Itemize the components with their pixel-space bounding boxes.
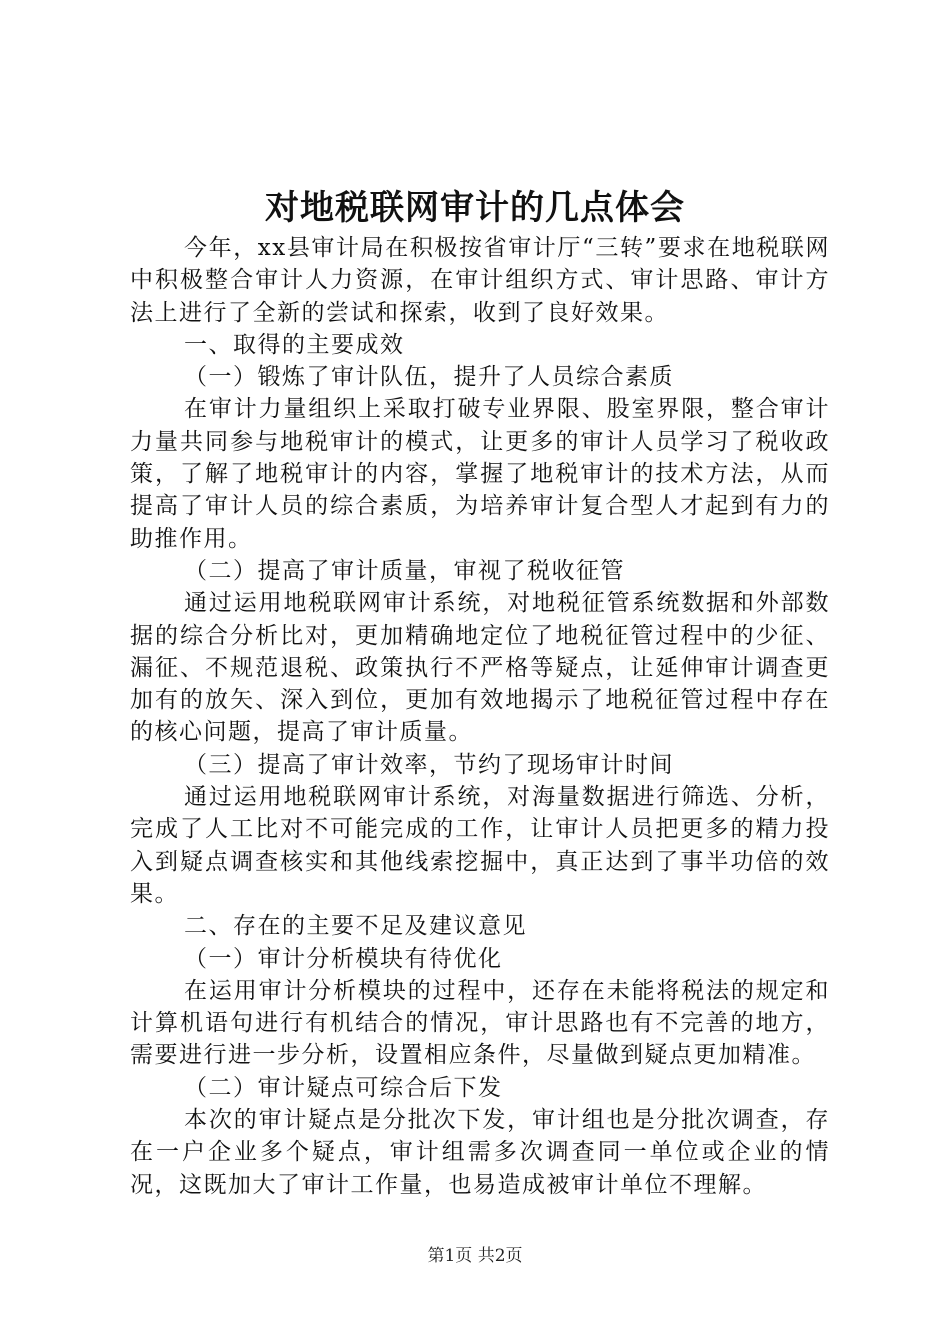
subheading-audit-quality: （二）提高了审计质量，审视了税收征管 <box>184 557 625 584</box>
subheading-analysis-module: （一）审计分析模块有待优化 <box>184 945 503 972</box>
subheading-audit-efficiency: （三）提高了审计效率，节约了现场审计时间 <box>184 751 674 778</box>
paragraph-analysis-module: 在运用审计分析模块的过程中，还存在未能将税法的规定和计算机语句进行有机结合的情况，审计思路也有不完善的地方，需要进行进一步分析，设置相应条件，尽量做到疑点更加精准。 <box>130 977 830 1069</box>
paragraph-intro: 今年，xx县审计局在积极按省审计厅“三转”要求在地税联网中积极整合审计人力资源，在审计组织方式、审计思路、审计方法上进行了全新的尝试和探索，收到了良好效果。 <box>130 235 830 326</box>
paragraph-audit-efficiency: 通过运用地税联网审计系统，对海量数据进行筛选、分析，完成了人工比对不可能完成的工作，让审计人员把更多的精力投入到疑点调查核实和其他线索挖掘中，真正达到了事半功倍的效果。 <box>130 784 830 907</box>
subheading-team-training: （一）锻炼了审计队伍，提升了人员综合素质 <box>184 364 674 391</box>
paragraph-doubtful-points: 本次的审计疑点是分批次下发，审计组也是分批次调查，存在一户企业多个疑点，审计组需多次调查同一单位或企业的情况，这既加大了审计工作量，也易造成被审计单位不理解。 <box>130 1107 830 1198</box>
page-footer: 第1页 共2页 <box>427 1246 523 1266</box>
document-title: 对地税联网审计的几点体会 <box>265 188 685 228</box>
section-heading-achievements: 一、取得的主要成效 <box>184 331 405 358</box>
document-body <box>130 232 830 1201</box>
paragraph-team-training: 在审计力量组织上采取打破专业界限、股室界限，整合审计力量共同参与地税审计的模式，让更多的审计人员学习了税收政策，了解了地税审计的内容，掌握了地税审计的技术方法，从而提高了审计人员的综合素质，为培养审计复合型人才起到有力的助推作用。 <box>130 396 830 552</box>
subheading-doubtful-points: （二）审计疑点可综合后下发 <box>184 1074 503 1101</box>
paragraph-audit-quality: 通过运用地税联网审计系统，对地税征管系统数据和外部数据的综合分析比对，更加精确地定位了地税征管过程中的少征、漏征、不规范退税、政策执行不严格等疑点，让延伸审计调查更加有的放矢、深入到位，更加有效地揭示了地税征管过程中存在的核心问题，提高了审计质量。 <box>130 590 830 746</box>
section-heading-shortcomings: 二、存在的主要不足及建议意见 <box>184 913 527 940</box>
